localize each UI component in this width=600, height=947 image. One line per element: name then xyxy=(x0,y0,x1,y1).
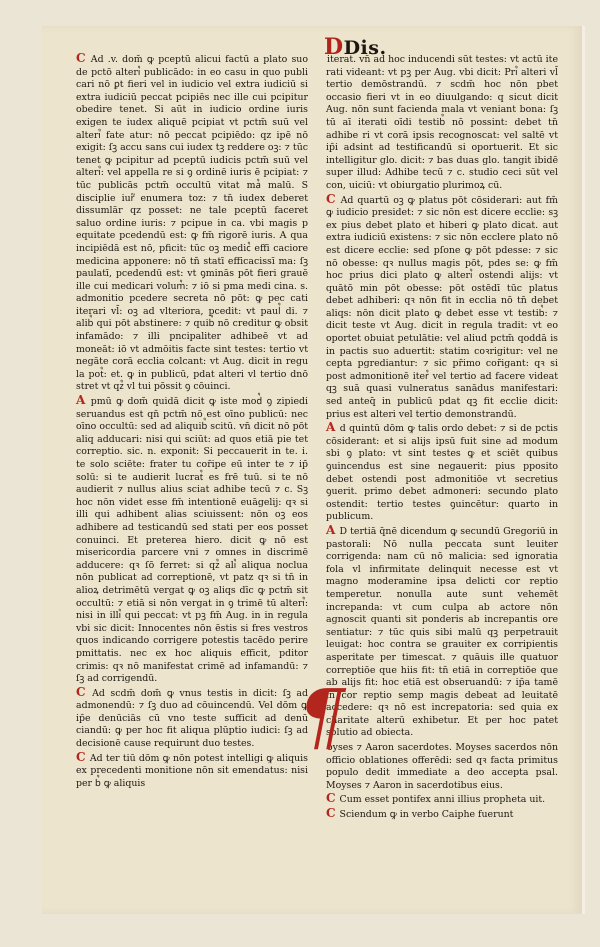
rubricated-initial: C xyxy=(76,684,86,699)
paragraph xyxy=(326,740,558,792)
pilcrow-initial-icon: ¶ xyxy=(298,674,346,760)
paragraph-text: d quintū dōm ꝙ talis ordo debet: ⁊ si de pctis cōsiderant: et si alijs ipsū fuit sine ad modum sbi ꝯ plato: vt sint testes ꝙ et sciēt quibus ꝯuincendus est sine negauerit: pius pposito debet ostendi post admonitiōe vt secretius ꝯuerit. primo debet admoneri: secundo plato ostendit: tertio testes ꝯuincētur: quarto in publicum. xyxy=(326,423,558,523)
paragraph xyxy=(326,792,558,807)
running-head-text: Dis. xyxy=(343,37,387,59)
rubricated-initial: C xyxy=(76,51,86,65)
rubricated-initial: A xyxy=(76,393,86,408)
paragraph-text: pmū ꝙ dom̄ quidā dicit ꝙ iste mod᷒ ꝯ zipiedi seruandus est qn̄ pctm̄ nō est oīno publicū: nec oīno occultū: sed ad aliquib᷒ scitū. vn̄ dicit nō pōt aliq adducari: nisi qui sciūt: ad quos etiā pie tet correptio. sic. n. exponit: Si peccauerit in te. i. te solo sciēte: frater tu cor̄ipe eū inter te ⁊ ip̄ solū: si te audierit lucrat᷒ es frē tuū. si te nō audierit ⁊ nullus alius sciat adhibe tecū ⁊ c. Sꝫ hoc nōn videt esse fm̄ intentionē euāgelij: qꝛ si illi qui adhibent alias sciuissent: nōn oꝫ eos adhibere ad testicandū sed stati per eos posset conuinci. Et preterea hiero. dicit ꝙ nō est misericordia parcere vni ⁊ omnes in discrimē adducere: qꝛ ſō ferret: si qz᷒ ali᷒ aliqua noclua nōn publicat ad correptionē, vt patz qꝛ si tn̄ in alioꝝ detrimētū vergat ꝙ oꝫ aliqs dīc ꝙ pctm̄ sit occultū: ⁊ etiā si nōn vergat in ꝯ trimē tū alteri᷒: nisi in illi᷒ qui peccat: vt pꝫ fm̄ Aug. in in regula vbi sic dicit: Innocentes nōn ēstis si fres vestros quos indicando corrigere potestis tacēdo perire pmittatis. nec ex hoc aliquis efficit, pditor crimis: qꝛ nō manifestat crimē ad infamandū: ⁊ ſꝫ ad corrigendū. xyxy=(76,396,308,685)
paragraph-text: oyses ⁊ Aaron sacerdotes. Moyses sacerdos nōn officio oblationes offerēdi: sed qꝛ facta primitus populo dedit immediate a deo accepta psal. Moyses ⁊ Aaron in sacerdotibus eius. xyxy=(326,742,558,791)
paragraph-text: Ad ter tiū dōm ꝙ nōn potest intelligi ꝙ aliquis ex precedenti monitione nōn sit emendatus: nisi per b᷒ ꝙ aliquis xyxy=(76,752,308,789)
paragraph xyxy=(326,193,558,422)
rubricated-initial: A xyxy=(326,522,336,537)
paragraph xyxy=(76,394,308,686)
paragraph xyxy=(326,524,558,740)
rubricated-initial: A xyxy=(326,420,336,435)
paragraph-text: Ad .v. dom̄ ꝙ pceptū alicui factū a plato suo de pctō alteri᷒ publicādo: in eo casu in quo publi cari nō ꝑt fieri vel in iudicio vel extra iudiciū si extra iudiciū peccat pcipiēs nec ille cui pcipitur obedire tenet. Si aūt in iudicio ordine iuris exigen te iudex aliquē pcipiat vt pctm̄ suū vel alteri᷒ fate atur: nō peccat pcipiēdo: qz ipē nō exigit: ſꝫ accu sans cui iudex tꝫ reddere oꝫ: ⁊ tūc tenet ꝙ pcipitur ad pceptū iudicis pctm̄ suū vel alteri᷒: vel appella re si ꝯ ordinē iuris ē pcipiat: ⁊ tūc publicās pctm̄ occultū vitat ma᷒ malū. S disciplie iur᷑ enumera toz: ⁊ tn̄ iudex deberet dissumlār qz posset: ne tale pceptū faceret saluo ordine iuris: ⁊ pcipue in ca. vbi magis p equitate pcedendū est: ꝙ fm̄ rigorē iuris. A qua incipiēdā est nō, pficit: tūc oꝫ medic᷒ effi caciore medicina apponere: nō tn̄ statī efficacissī ma: ſꝫ paulatī, pcedendū est: vt ꝯminās pōt fieri grauē ille cui medicari volum᷒: ⁊ iō si pma medi cina. s. admonitio pcedere secreta nō pōt: ꝙ pec cati iterari vl̄: oꝫ ad vlteriora, pcedit: vt paul᷒ di. ⁊ alib᷒ qui pōt abstinere: ⁊ quib᷒ nō creditur ꝙ obsit infamādo: ⁊ illi pncipaliter adhibeē vt ad moneāt: iō vt admōitis facte sint testes: tertio vt negāte corā ecclia colcant: vt Aug. dicit in regu la pot᷒: et. ꝙ in publicū, pdat alteri vl tertio dnō stret vt qz᷒ vl tui pōssit ꝯ cōuinci. xyxy=(76,54,308,393)
paragraph xyxy=(76,751,308,791)
paragraph xyxy=(76,686,308,751)
rubricated-initial: C xyxy=(326,791,336,806)
right-column xyxy=(326,52,558,822)
paragraph-text: iterat. vn̄ ad hoc inducendi sūt testes: vt actū ite rati videant: vt pꝫ per Aug. vbi dicit: Pri᷒ alteri vl̄ tertio demōstrandū. ⁊ scdm̄ hoc nōn pbet occasio fieri vt in eo diuulgando: q sicut dicit Aug. nōn sunt facienda mala vt veniant bona: ſꝫ tū aī iterati oīdi testib᷒ nō possint: debet tn̄ adhibe ri vt corā ipsis recognoscat: vel saltē vt ip̄i adsint ad testificandū si oportuerit. Et sic intelligitur glo. dicit: ⁊ bas duas glo. tangit ibidē super illud: Adhibe tecū ⁊ c. studio ceci sūt vel con, uiciū: vt obiurgatio plurimoꝝ cū. xyxy=(326,54,558,191)
paragraph xyxy=(76,52,308,394)
running-head-rubric: D xyxy=(324,34,344,60)
paragraph-text: Ad scdm̄ dom̄ ꝙ vnus testis in dicit: ſꝫ ad admonendū: ⁊ ſꝫ duo ad cōuincendū. Vel dōm ꝙ ip̄e denūciās cū vno teste sufficit ad denū ciandū: ꝙ per hoc fit aliqua plūptio iudici: ſꝫ ad decisionē cause requirunt duo testes. xyxy=(76,687,309,750)
paragraph-text: Sciendum ꝙ in verbo Caiphe fuerunt xyxy=(339,809,514,821)
paragraph xyxy=(326,52,558,193)
paragraph-text: Ad quartū oꝫ ꝙ platus pōt cōsiderari: aut fm̄ ꝙ iudicio presidet: ⁊ sic nōn est dicere ecclie: sꝫ ex pius debet plato et hiberi ꝙ plato dicat. aut extra iudiciū existens: ⁊ sic nōn ecclere plato nō est dicere ecclie: sed pſone ꝙ pōt pdesse: ⁊ sic nō obesse: qꝛ nullus magis pōt, pdes se: ꝙ fm̄ hoc prius dici plato ꝙ alteri᷒ ostendi alijs: vt quātō min pōt obesse: pōt ostēdī tūc platus debet adhiberi: qꝛ nōn fit in ecclia nō tn̄ debet aliqs: nōn dicit plato ꝙ debet esse vt testib᷒: ⁊ dicit teste vt Aug. dicit in regula tradit: vt eo oportet obuiat petulātie: vel aliud pctm̄ qoddā is in pactis suo aduertit: statim coꝛrigitur: vel ne cepta pgrediantur: ⁊ sic pr̄imo cor̄igant: qꝛ si post admonitionē iter᷒ vel tertio ad facere videat qꝫ suā quasi vulneratus sanādus manifestari: sed anteq̄ in publicū pdat qꝫ fit ecclie dicit: prius est alteri vel tertio demonstrandū. xyxy=(326,194,558,420)
paragraph xyxy=(326,421,558,524)
paragraph-text: Cum esset pontifex anni illius propheta uit. xyxy=(339,794,546,806)
left-column xyxy=(76,52,308,790)
paragraph-text: D tertiā q̄nē dicendum ꝙ secundū Gregoriū in pastorali: Nō nulla peccata sunt leuiter corrigenda: nam cū nō malicia: sed ignoratia fola vl infirmitate delinquit necesse est vt magno moderamine ipsa delicti cor reptio temperetur. nonulla aute sunt vehemēt increpanda: vt cum culpa ab actore nōn agnoscit quanti sit ponderis ab increpantis ore sentiatur: ⁊ tūc quis sibi malū qꝫ perpetrauit leuigat: hoc contra se grauiter ex corripientis asperitate per timescat. ⁊ quāuis ille quatuor correptiōe que hiis fit: tn̄ etiā in correptiōe que ab alijs fit: hoc etiā est obseruandū: ⁊ ip̄a tamē in cor reptio semp magis debeat ad leuitatē accedere: qꝛ nō est increpatoria: sed quia ex charitate alterū exhibetur. Et per hoc patet solutio ad obiecta. xyxy=(326,525,558,739)
rubricated-initial: C xyxy=(76,749,86,764)
rubricated-initial: C xyxy=(326,191,336,206)
rubricated-initial: C xyxy=(326,806,336,821)
paragraph xyxy=(326,807,558,822)
